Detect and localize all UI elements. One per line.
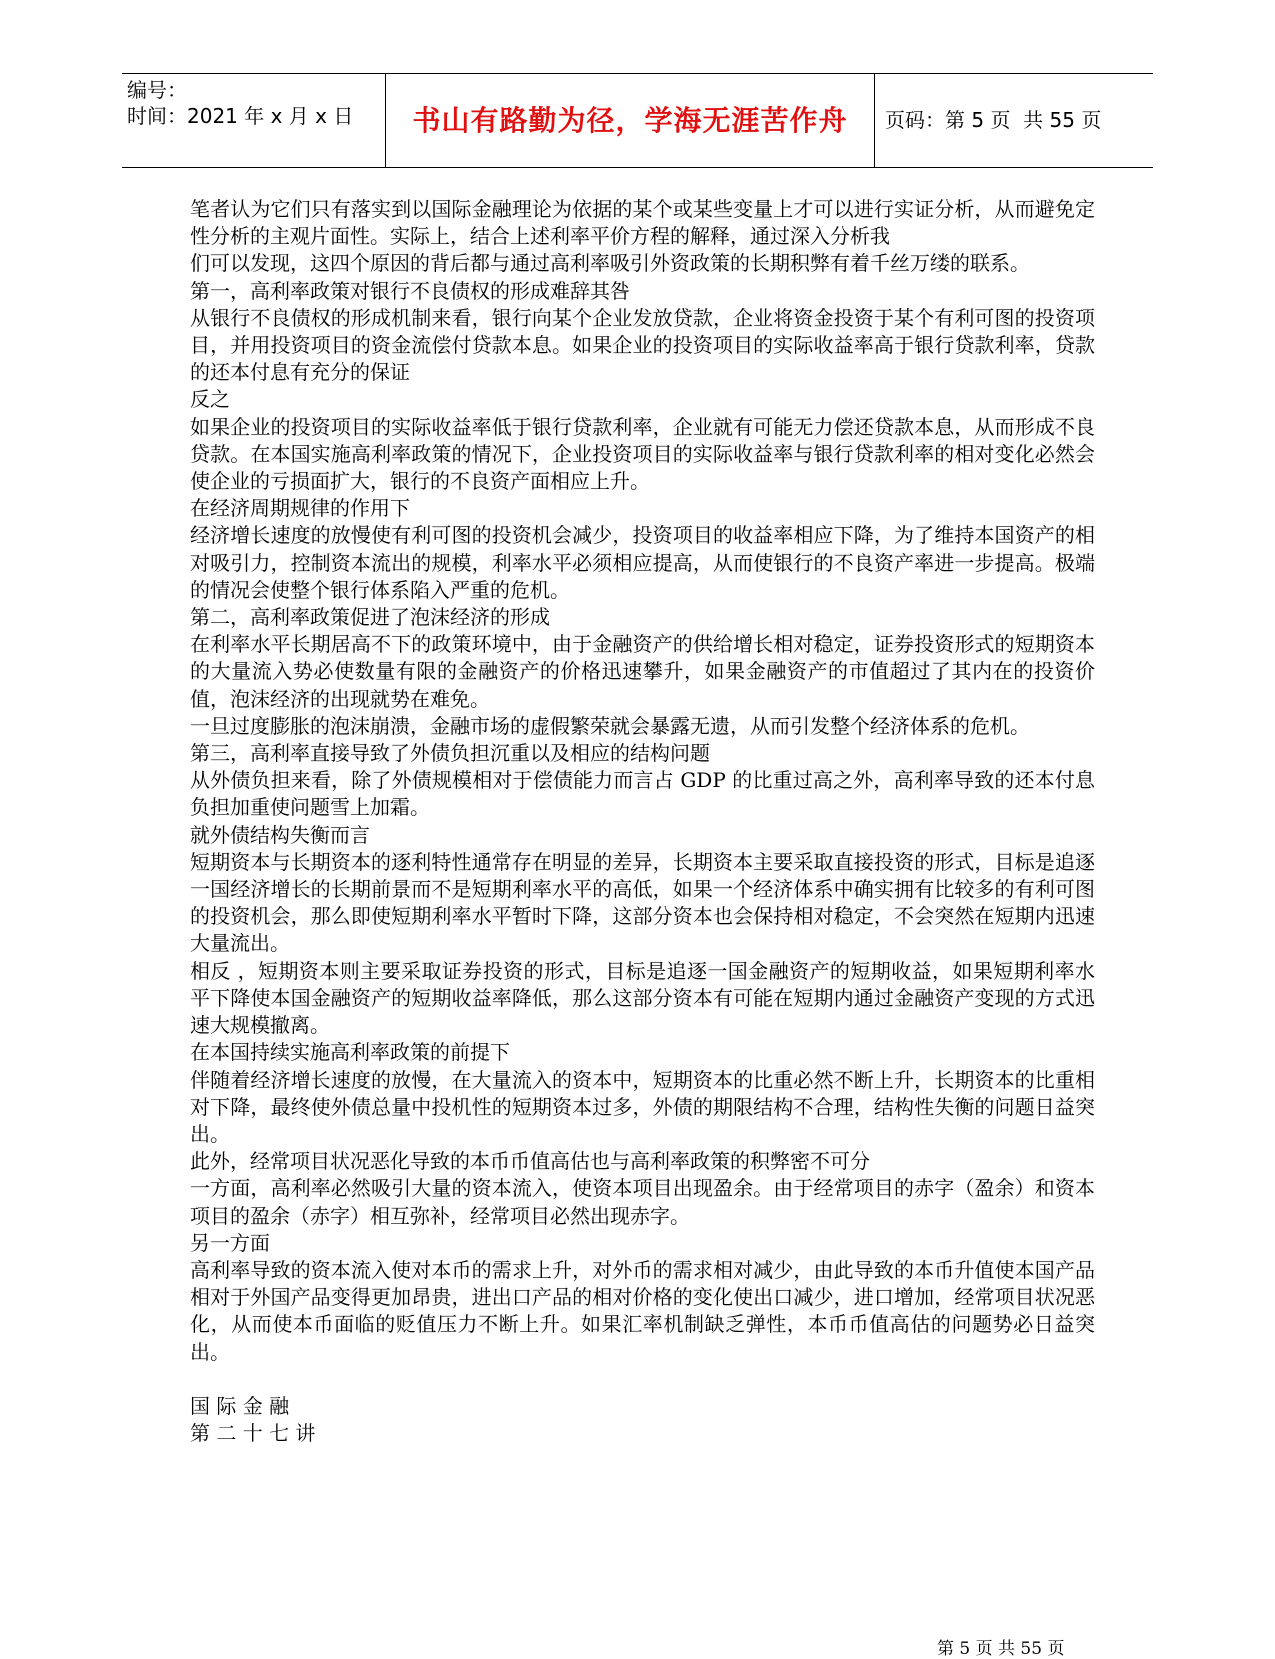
header-table xyxy=(122,73,1153,168)
paragraph: 就外债结构失衡而言 xyxy=(190,822,370,847)
paragraph: 此外，经常项目状况恶化导致的本币币值高估也与高利率政策的积弊密不可分 xyxy=(190,1149,870,1174)
heading-1: 第一，高利率政策对银行不良债权的形成难辞其咎 xyxy=(190,278,630,303)
header-center-cell xyxy=(386,74,875,167)
paragraph: 伴随着经济增长速度的放慢，在大量流入的资本中，短期资本的比重必然不断上升，长期资本的比重相对下降，最终使外债总量中投机性的短期资本过多，外债的期限结构不合理，结构性失衡的问题日益突出。 xyxy=(190,1067,1095,1146)
blank-line xyxy=(190,1366,1095,1393)
paragraph: 从外债负担来看，除了外债规模相对于偿债能力而言占 GDP 的比重过高之外，高利率导致的还本付息负担加重使问题雪上加霜。 xyxy=(190,768,1095,820)
header-right-cell xyxy=(875,74,1153,167)
paragraph: 们可以发现，这四个原因的背后都与通过高利率吸引外资政策的长期积弊有着千丝万缕的联系。 xyxy=(190,251,1030,276)
paragraph: 相反 ，短期资本则主要采取证券投资的形式，目标是追逐一国金融资产的短期收益，如果短期利率水平下降使本国金融资产的短期收益率降低，那么这部分资本有可能在短期内通过金融资产变现的方式迅速大规模撤离。 xyxy=(190,958,1095,1038)
paragraph: 在本国持续实施高利率政策的前提下 xyxy=(190,1040,510,1065)
paragraph: 反之 xyxy=(190,387,230,412)
paragraph: 经济增长速度的放慢使有利可图的投资机会减少，投资项目的收益率相应下降，为了维持本国资产的相对吸引力，控制资本流出的规模，利率水平必须相应提高，从而使银行的不良资产率进一步提高。极端的情况会使整个银行体系陷入严重的危机。 xyxy=(190,523,1095,602)
paragraph: 一旦过度膨胀的泡沫崩溃，金融市场的虚假繁荣就会暴露无遗，从而引发整个经济体系的危机。 xyxy=(190,713,1030,738)
paragraph: 在经济周期规律的作用下 xyxy=(190,496,410,521)
paragraph: 笔者认为它们只有落实到以国际金融理论为依据的某个或某些变量上才可以进行实证分析，从而避免定性分析的主观片面性。实际上，结合上述利率平价方程的解释，通过深入分析我 xyxy=(190,197,1095,249)
heading-2: 第二，高利率政策促进了泡沫经济的形成 xyxy=(190,605,550,630)
paragraph: 如果企业的投资项目的实际收益率低于银行贷款利率，企业就有可能无力偿还贷款本息，从而形成不良贷款。在本国实施高利率政策的情况下，企业投资项目的实际收益率与银行贷款利率的相对变化必然会使企业的亏损面扩大，银行的不良资产面相应上升。 xyxy=(190,414,1095,494)
lecture-number: 第 二 十 七 讲 xyxy=(190,1420,316,1445)
page-footer: 第 5 页 共 55 页 xyxy=(937,1639,1065,1659)
body-text xyxy=(190,196,1095,1447)
course-title: 国 际 金 融 xyxy=(190,1393,290,1418)
paragraph: 一方面，高利率必然吸引大量的资本流入，使资本项目出现盈余。由于经常项目的赤字（盈余）和资本项目的盈余（赤字）相互弥补，经常项目必然出现赤字。 xyxy=(190,1176,1095,1228)
paragraph: 高利率导致的资本流入使对本币的需求上升，对外币的需求相对减少，由此导致的本币升值使本国产品相对于外国产品变得更加昂贵，进出口产品的相对价格的变化使出口减少，进口增加，经常项目状况恶化，从而使本币面临的贬值压力不断上升。如果汇率机制缺乏弹性，本币币值高估的问题势必日益突出。 xyxy=(190,1257,1095,1364)
serial-label: 编号： xyxy=(127,78,187,102)
paragraph: 从银行不良债权的形成机制来看，银行向某个企业发放贷款，企业将资金投资于某个有利可图的投资项目，并用投资项目的资金流偿付贷款本息。如果企业的投资项目的实际收益率高于银行贷款利率，贷款的还本付息有充分的保证 xyxy=(190,305,1095,385)
header-left-cell xyxy=(122,74,386,167)
motto: 书山有路勤为径，学海无涯苦作舟 xyxy=(412,104,848,137)
paragraph: 在利率水平长期居高不下的政策环境中，由于金融资产的供给增长相对稳定，证券投资形式的短期资本的大量流入势必使数量有限的金融资产的价格迅速攀升，如果金融资产的市值超过了其内在的投资价值，泡沫经济的出现就势在难免。 xyxy=(190,632,1095,711)
page-label: 页码：第 5 页 共 55 页 xyxy=(885,108,1102,132)
paragraph: 短期资本与长期资本的逐利特性通常存在明显的差异，长期资本主要采取直接投资的形式，目标是追逐一国经济增长的长期前景而不是短期利率水平的高低，如果一个经济体系中确实拥有比较多的有利可图的投资机会，那么即使短期利率水平暂时下降，这部分资本也会保持相对稳定，不会突然在短期内迅速大量流出。 xyxy=(190,849,1095,956)
time-label: 时间：2021 年 x 月 x 日 xyxy=(127,104,354,128)
paragraph: 另一方面 xyxy=(190,1230,270,1255)
heading-3: 第三，高利率直接导致了外债负担沉重以及相应的结构问题 xyxy=(190,741,710,766)
